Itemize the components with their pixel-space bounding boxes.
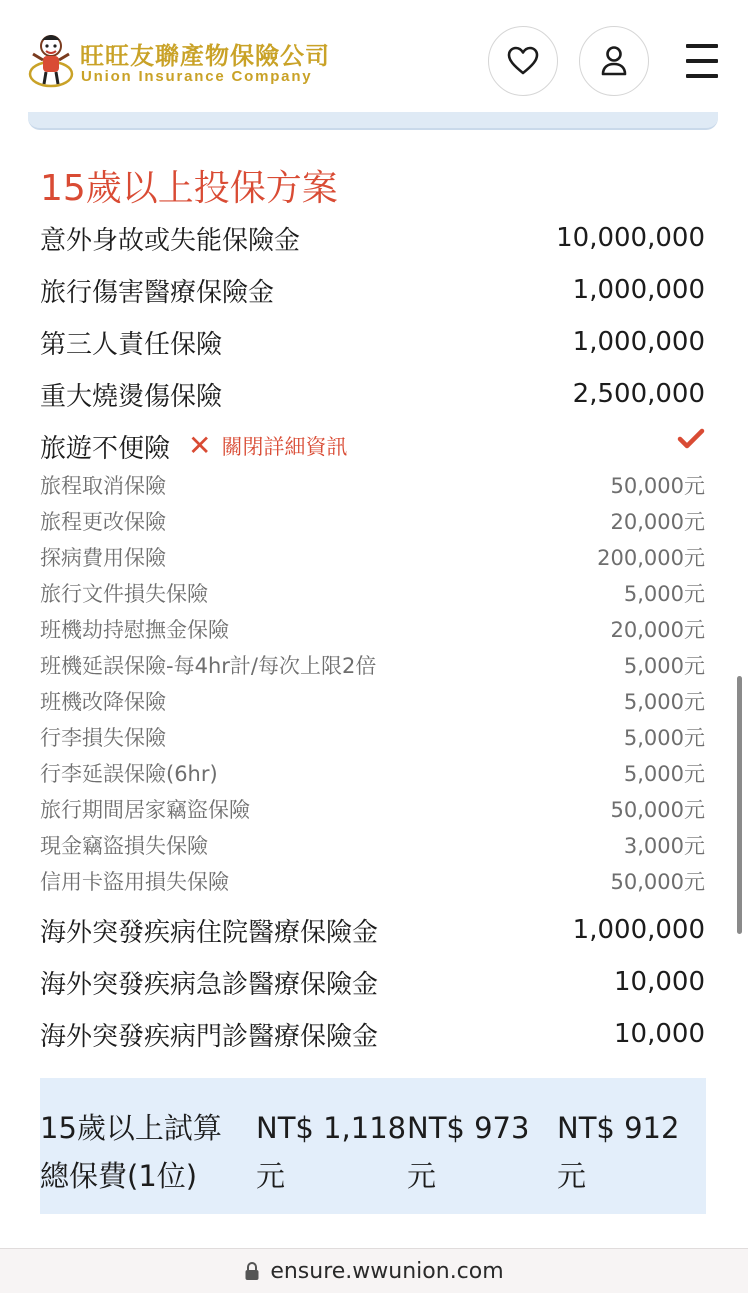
sub-coverage-label: 班機延誤保險-每4hr計/每次上限2倍 — [40, 654, 377, 678]
sub-coverage-value: 20,000元 — [610, 618, 705, 642]
travel-inconvenience-label: 旅遊不便險 — [40, 433, 171, 464]
sub-coverage-label: 旅程取消保險 — [40, 474, 166, 498]
coverage-row — [40, 910, 705, 950]
premium-price — [407, 1104, 529, 1200]
sub-coverage-row — [40, 756, 705, 790]
lock-icon — [244, 1261, 260, 1281]
sub-coverage-label: 旅行期間居家竊盜保險 — [40, 798, 250, 822]
sub-coverage-value: 5,000元 — [623, 762, 705, 786]
premium-price — [557, 1104, 679, 1200]
sub-coverage-label: 班機劫持慰撫金保險 — [40, 618, 229, 642]
price-currency-unit: 元 — [256, 1159, 286, 1193]
premium-price — [256, 1104, 406, 1200]
sub-coverage-value: 50,000元 — [610, 474, 705, 498]
sub-coverage-row — [40, 828, 705, 862]
coverage-value: 10,000 — [614, 1019, 705, 1049]
sub-coverage-value: 5,000元 — [623, 726, 705, 750]
sub-coverage-label: 班機改降保險 — [40, 690, 166, 714]
sub-coverage-label: 行李延誤保險(6hr) — [40, 762, 218, 786]
summary-label-line2: 總保費(1位) — [40, 1159, 198, 1193]
url-text: ensure.wwunion.com — [270, 1258, 504, 1284]
sub-coverage-value: 5,000元 — [623, 582, 705, 606]
price-amount: NT$ 973 — [407, 1111, 530, 1145]
sub-coverage-value: 50,000元 — [610, 798, 705, 822]
menu-line — [686, 59, 718, 63]
sub-coverage-row — [40, 720, 705, 754]
plan-tabs-bar — [28, 112, 718, 130]
coverage-label: 海外突發疾病門診醫療保險金 — [40, 1021, 379, 1052]
sub-coverage-row — [40, 540, 705, 574]
company-logo[interactable] — [28, 30, 338, 94]
travel-inconvenience-row — [40, 426, 705, 466]
coverage-value: 1,000,000 — [572, 275, 705, 305]
sub-coverage-label: 信用卡盜用損失保險 — [40, 870, 229, 894]
sub-coverage-value: 20,000元 — [610, 510, 705, 534]
mascot-logo-icon — [28, 30, 74, 88]
summary-label-line1: 15歲以上試算 — [40, 1111, 222, 1145]
sub-coverage-row — [40, 648, 705, 682]
coverage-row — [40, 374, 705, 414]
user-icon — [600, 45, 628, 77]
menu-line — [686, 44, 718, 48]
close-details-label: 關閉詳細資訊 — [221, 435, 348, 459]
menu-line — [686, 74, 718, 78]
coverage-label: 意外身故或失能保險金 — [40, 225, 301, 256]
premium-summary-box — [40, 1078, 706, 1214]
browser-url-bar[interactable] — [0, 1248, 748, 1293]
coverage-label: 旅行傷害醫療保險金 — [40, 277, 275, 308]
logo-english-name: Union Insurance Company — [81, 68, 313, 85]
sub-coverage-row — [40, 612, 705, 646]
hamburger-menu-icon[interactable] — [686, 42, 720, 80]
sub-coverage-row — [40, 504, 705, 538]
account-button[interactable] — [579, 26, 649, 96]
sub-coverage-row — [40, 684, 705, 718]
heart-icon — [507, 46, 539, 76]
coverage-row — [40, 322, 705, 362]
price-amount: NT$ 912 — [557, 1111, 680, 1145]
coverage-label: 海外突發疾病住院醫療保險金 — [40, 917, 379, 948]
sub-coverage-row — [40, 864, 705, 898]
price-amount: NT$ 1,118 — [256, 1111, 407, 1145]
coverage-row — [40, 962, 705, 1002]
sub-coverage-row — [40, 576, 705, 610]
coverage-value: 10,000 — [614, 967, 705, 997]
coverage-row — [40, 218, 705, 258]
checkmark-icon — [677, 428, 705, 450]
price-currency-unit: 元 — [557, 1159, 587, 1193]
sub-coverage-label: 行李損失保險 — [40, 726, 166, 750]
coverage-value: 2,500,000 — [572, 379, 705, 409]
favorites-button[interactable] — [488, 26, 558, 96]
sub-coverage-value: 5,000元 — [623, 654, 705, 678]
price-currency-unit: 元 — [407, 1159, 437, 1193]
sub-coverage-label: 探病費用保險 — [40, 546, 166, 570]
coverage-row — [40, 270, 705, 310]
close-icon: ✕ — [188, 429, 212, 462]
sub-coverage-label: 旅行文件損失保險 — [40, 582, 208, 606]
sub-coverage-label: 旅程更改保險 — [40, 510, 166, 534]
plan-title: 15歲以上投保方案 — [40, 168, 338, 209]
coverage-label: 重大燒燙傷保險 — [40, 381, 223, 412]
coverage-label: 第三人責任保險 — [40, 329, 223, 360]
coverage-value: 1,000,000 — [572, 915, 705, 945]
site-header — [0, 0, 748, 124]
coverage-row — [40, 1014, 705, 1054]
logo-chinese-name: 旺旺友聯產物保險公司 — [80, 41, 330, 70]
sub-coverage-row — [40, 792, 705, 826]
sub-coverage-label: 現金竊盜損失保險 — [40, 834, 208, 858]
close-details-button[interactable] — [188, 431, 347, 461]
coverage-value: 1,000,000 — [572, 327, 705, 357]
sub-coverage-value: 3,000元 — [623, 834, 705, 858]
page-scrollbar[interactable] — [737, 676, 742, 934]
sub-coverage-value: 5,000元 — [623, 690, 705, 714]
sub-coverage-row — [40, 468, 705, 502]
premium-summary-label — [40, 1104, 250, 1200]
coverage-label: 海外突發疾病急診醫療保險金 — [40, 969, 379, 1000]
sub-coverage-value: 200,000元 — [597, 546, 705, 570]
coverage-value: 10,000,000 — [556, 223, 705, 253]
sub-coverage-value: 50,000元 — [610, 870, 705, 894]
